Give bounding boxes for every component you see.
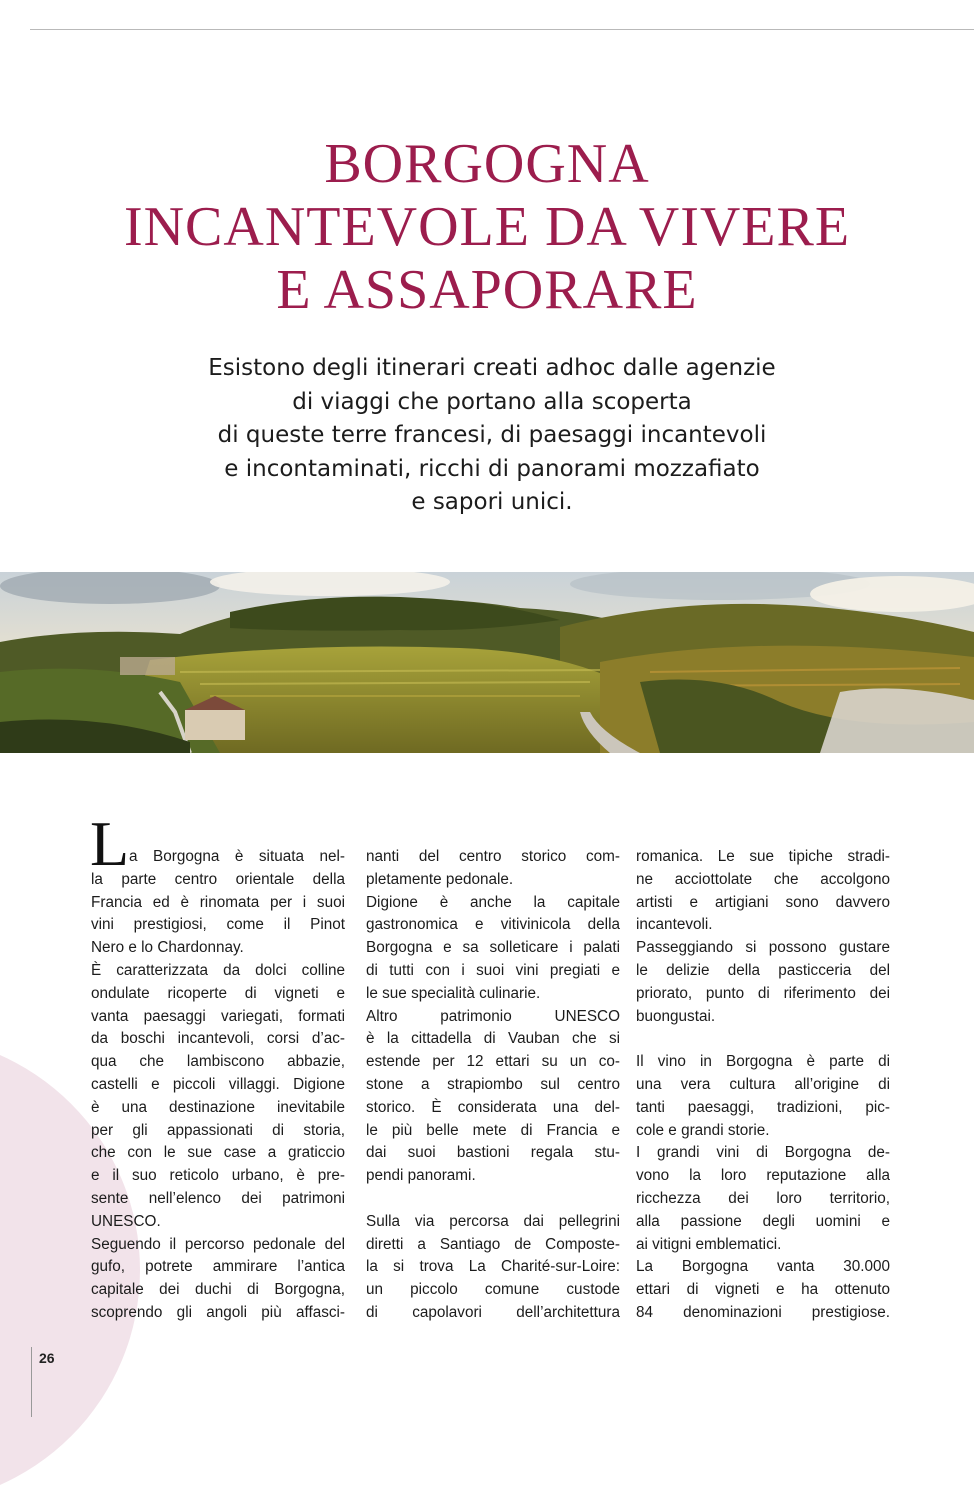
text-line: Digione è anche la capitale (366, 893, 620, 911)
vineyard-landscape-image (0, 572, 974, 753)
paragraph (91, 846, 345, 960)
title-line-2: INCANTEVOLE DA VIVERE (123, 196, 851, 258)
text-line: ai vitigni emblematici. (636, 1235, 782, 1253)
subtitle-line-4: e incontaminati, ricchi di panorami mozzafiato (224, 455, 760, 482)
text-line: ne acciottolate che accolgono (636, 870, 890, 888)
subtitle-line-3: di queste terre francesi, di paesaggi incantevoli (217, 422, 767, 448)
text-line: Il vino in Borgogna è parte di (636, 1053, 890, 1071)
text-line: estende per 12 ettari su un co- (366, 1053, 620, 1071)
text-line: ricchezza dei loro territorio, (636, 1189, 890, 1207)
text-line: storico. È considerata una del- (366, 1098, 620, 1116)
text-line: da boschi incantevoli, corsi d’ac- (91, 1030, 345, 1048)
text-line: Nero e lo Chardonnay. (91, 939, 244, 957)
text-line: di tutti con i suoi vini pregiati e (366, 961, 620, 979)
subtitle-line-2: di viaggi che portano alla scoperta (292, 388, 692, 415)
text-line: la si trova La Charité-sur-Loire: (366, 1258, 620, 1276)
text-line: Passeggiando si possono gustare (636, 939, 890, 957)
text-line: stone a strapiombo sul centro (366, 1075, 620, 1093)
text-line: è la cittadella di Vauban che si (366, 1030, 620, 1048)
subtitle-line-1: Esistono degli itinerari creati adhoc dalle agenzie (208, 355, 776, 381)
page-number-rule (31, 1347, 32, 1417)
text-line: sente nell’elenco dei patrimoni (91, 1189, 345, 1207)
landscape-photo (0, 572, 974, 753)
article-column-2 (366, 846, 620, 1325)
text-line: vini prestigiosi, come il Pinot (91, 916, 345, 934)
text-line: Altro patrimonio UNESCO (366, 1007, 620, 1025)
text-line: una vera cultura all’origine di (636, 1075, 890, 1093)
text-line: Borgogna e sa solleticare i palati (366, 939, 620, 957)
text-line: vono la loro reputazione alla (636, 1167, 890, 1185)
text-line: gufo, potrete ammirare l’antica (91, 1258, 345, 1276)
paragraph (636, 1142, 890, 1256)
paragraph (91, 960, 345, 1234)
text-line: ondulate ricoperte di vigneti e (91, 984, 345, 1002)
drop-cap: L (90, 808, 130, 879)
text-line: alla passione degli uomini e (636, 1212, 890, 1230)
paragraph (366, 892, 620, 1006)
text-line: gastronomica e vitivinicola della (366, 916, 620, 934)
paragraph (636, 1256, 890, 1324)
text-line: È caratterizzata da dolci colline (91, 961, 345, 979)
top-rule (30, 29, 974, 30)
text-line: le sue specialità culinarie. (366, 984, 541, 1002)
paragraph (366, 1006, 620, 1188)
text-line: castelli e piccoli villaggi. Digione (91, 1075, 345, 1093)
text-line: Francia ed è rinomata per i suoi (91, 893, 345, 911)
text-line: a Borgogna è situata nel- (129, 848, 345, 865)
text-line: ettari di vigneti e ha ottenuto (636, 1281, 890, 1299)
text-line: capitale dei duchi di Borgogna, (91, 1281, 345, 1299)
text-line: nanti del centro storico com- (366, 848, 620, 865)
article-title (0, 133, 974, 322)
paragraph (366, 846, 620, 892)
text-line: le più belle mete di Francia e (366, 1121, 620, 1139)
paragraph (636, 846, 890, 937)
text-line: I grandi vini di Borgogna de- (636, 1144, 890, 1162)
text-line: che con le sue case a graticcio (91, 1144, 345, 1162)
subtitle-line-5: e sapori unici. (411, 489, 573, 515)
text-line: un piccolo comune custode (366, 1281, 620, 1299)
text-line: Seguendo il percorso pedonale del (91, 1235, 345, 1253)
text-line: incantevoli. (636, 916, 713, 934)
text-line: cole e grandi storie. (636, 1121, 770, 1139)
text-line: le delizie della pasticceria del (636, 961, 890, 979)
text-line: diretti a Santiago de Composte- (366, 1235, 620, 1253)
text-line: 84 denominazioni prestigiose. (636, 1303, 890, 1321)
text-line: pendi panorami. (366, 1167, 476, 1185)
article-column-1 (91, 846, 345, 1325)
text-line: la parte centro orientale della (91, 870, 345, 888)
text-line: vanta paesaggi variegati, formati (91, 1007, 345, 1025)
text-line: scoprendo gli angoli più affasci- (91, 1303, 345, 1321)
text-line: artisti e artigiani sono davvero (636, 893, 890, 911)
text-line: pletamente pedonale. (366, 870, 514, 888)
article-column-3 (636, 846, 890, 1325)
text-line: La Borgogna vanta 30.000 (636, 1258, 890, 1276)
text-line: è una destinazione inevitabile (91, 1098, 345, 1116)
paragraph (366, 1211, 620, 1325)
text-line: tanti paesaggi, tradizioni, pic- (636, 1098, 890, 1116)
article-subtitle (100, 352, 884, 520)
text-line: per gli appassionati di storia, (91, 1121, 345, 1139)
text-line: qua che lambiscono abbazie, (91, 1053, 345, 1071)
text-line: Sulla via percorsa dai pellegrini (366, 1212, 620, 1230)
paragraph (636, 1051, 890, 1142)
text-line: dai suoi bastioni regala stu- (366, 1144, 620, 1162)
paragraph (636, 937, 890, 1028)
page-number: 26 (39, 1350, 55, 1366)
paragraph (91, 1234, 345, 1325)
text-line: UNESCO. (91, 1212, 161, 1230)
text-line: e il suo reticolo urbano, è pre- (91, 1167, 345, 1185)
title-line-3: E ASSAPORARE (276, 259, 698, 321)
title-line-1: BORGOGNA (324, 133, 650, 195)
text-line: priorato, punto di riferimento dei (636, 984, 890, 1002)
text-line: buongustai. (636, 1007, 716, 1025)
text-line: romanica. Le sue tipiche stradi- (636, 848, 890, 865)
text-line: di capolavori dell’architettura (366, 1303, 620, 1321)
